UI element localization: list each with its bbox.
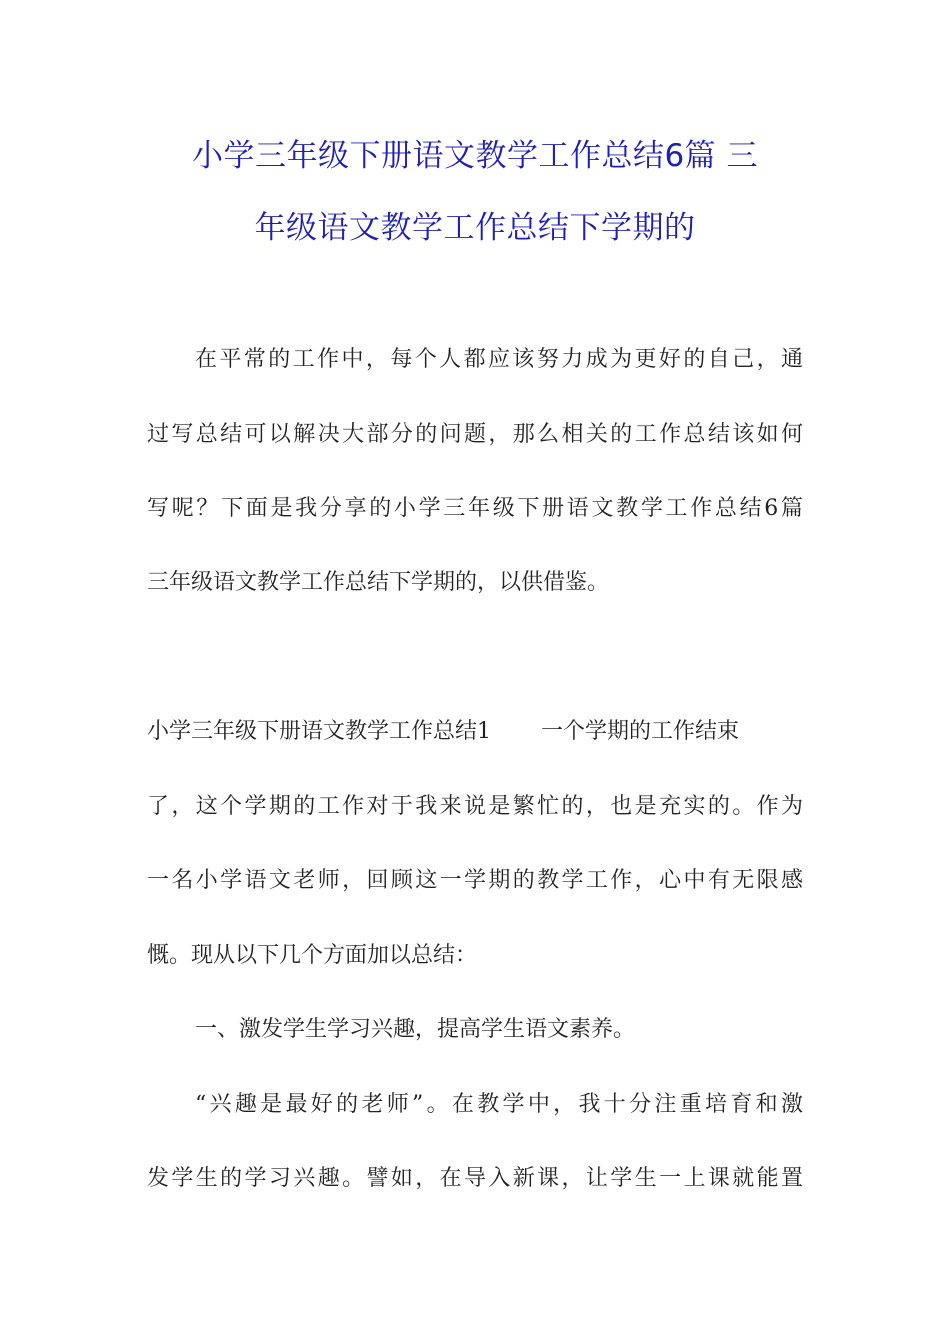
- document-title-line-2: 年级语文教学工作总结下学期的: [254, 210, 696, 246]
- intro-line-3: 写呢？下面是我分享的小学三年级下册语文教学工作总结6篇: [147, 496, 803, 521]
- intro-line-4: 三年级语文教学工作总结下学期的，以供借鉴。: [147, 570, 610, 595]
- interest-line-1: “兴趣是最好的老师”。在教学中，我十分注重培育和激: [195, 1092, 803, 1117]
- section-1-first-line: [147, 717, 803, 747]
- section-1-first-tail: 一个学期的工作结束: [541, 719, 740, 744]
- section-1-line-4: 慨。现从以下几个方面加以总结：: [147, 943, 478, 968]
- section-1-line-3: 一名小学语文老师，回顾这一学期的教学工作，心中有无限感: [147, 868, 803, 893]
- section-1-heading: 小学三年级下册语文教学工作总结1: [147, 719, 491, 744]
- interest-line-2: 发学生的学习兴趣。譬如，在导入新课，让学生一上课就能置: [147, 1166, 803, 1191]
- document-title-line-1: 小学三年级下册语文教学工作总结6篇 三: [191, 138, 759, 174]
- intro-line-1: 在平常的工作中，每个人都应该努力成为更好的自己，通: [195, 347, 803, 372]
- intro-line-2: 过写总结可以解决大部分的问题，那么相关的工作总结该如何: [147, 422, 803, 447]
- subheading-1: 一、激发学生学习兴趣，提高学生语文素养。: [195, 1017, 636, 1042]
- section-1-line-2: 了，这个学期的工作对于我来说是繁忙的，也是充实的。作为: [147, 794, 803, 819]
